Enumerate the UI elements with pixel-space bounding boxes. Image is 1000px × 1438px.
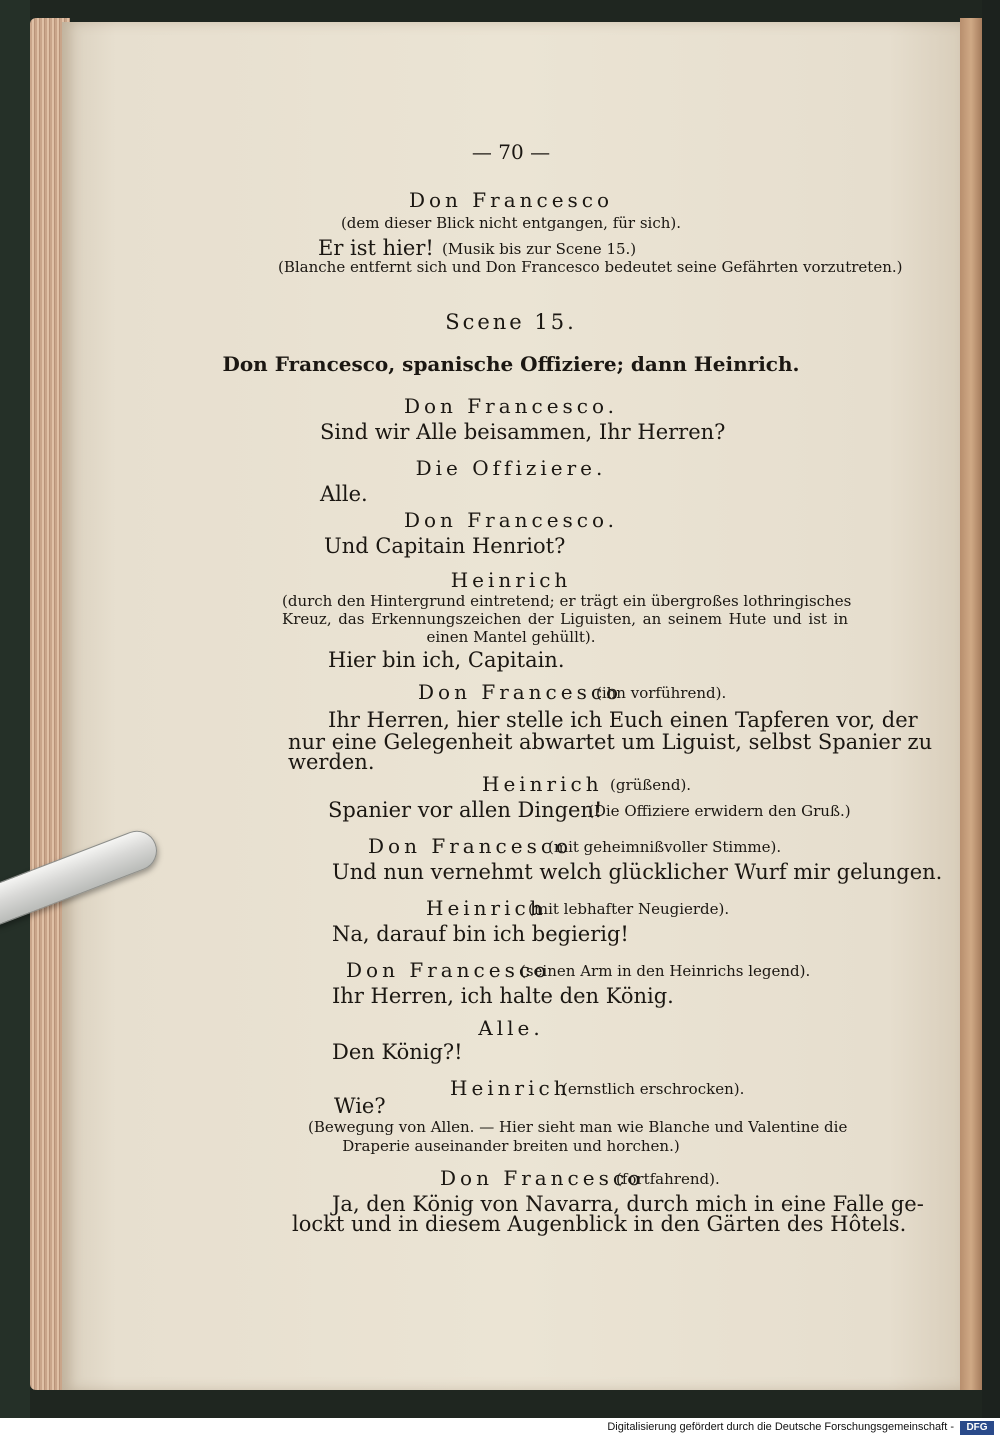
funding-credit: Digitalisierung gefördert durch die Deutsche Forschungsgemeinschaft - (607, 1421, 954, 1433)
scanner-background-left (0, 0, 30, 1418)
dialogue-line: nur eine Gelegenheit abwartet um Liguist, selbst Spanier zu (288, 730, 933, 754)
scene-title: Scene 15. (445, 310, 577, 334)
dialogue-line: Wie? (334, 1094, 386, 1118)
page-number: — 70 — (471, 140, 551, 164)
stage-direction: einen Mantel gehüllt). (426, 628, 596, 646)
speaker-name: Don Francesco (408, 188, 614, 212)
stage-direction: (Blanche entfernt sich und Don Francesco bedeutet seine Gefährten vorzutreten.) (278, 258, 903, 276)
stage-direction: (fortfahrend). (616, 1170, 720, 1188)
book-page (62, 22, 960, 1390)
stage-direction: (mit geheimnißvoller Stimme). (548, 838, 782, 856)
speaker-name: Die Offiziere. (415, 456, 607, 480)
dialogue-line: Er ist hier! (318, 236, 434, 260)
stage-direction: (durch den Hintergrund eintretend; er trägt ein übergroßes lothringisches (282, 592, 852, 610)
dialogue-line: Den König?! (332, 1040, 463, 1064)
stage-direction: (ernstlich erschrocken). (562, 1080, 745, 1098)
speaker-name: Don Francesco (440, 1166, 645, 1190)
speaker-name: Heinrich (450, 1076, 571, 1100)
scene-cast: Don Francesco, spanische Offiziere; dann Heinrich. (222, 352, 800, 376)
stage-direction: (Musik bis zur Scene 15.) (442, 240, 637, 258)
scanner-background-right (982, 0, 1000, 1418)
stage-direction: Kreuz, das Erkennungszeichen der Liguisten, an seinem Hute und ist in (282, 610, 848, 628)
dialogue-line: Sind wir Alle beisammen, Ihr Herren? (320, 420, 726, 444)
dialogue-line: Na, darauf bin ich begierig! (332, 922, 629, 946)
dialogue-line: Alle. (320, 482, 368, 506)
stage-direction: (dem dieser Blick nicht entgangen, für sich). (340, 214, 682, 232)
dialogue-line: Ihr Herren, hier stelle ich Euch einen Tapferen vor, der (328, 708, 918, 732)
dialogue-line: lockt und in diesem Augenblick in den Gärten des Hôtels. (292, 1212, 907, 1236)
speaker-name: Heinrich (450, 568, 572, 592)
speaker-name: Alle. (478, 1016, 544, 1040)
stage-direction: (grüßend). (610, 776, 692, 794)
dialogue-line: Ja, den König von Navarra, durch mich in eine Falle ge- (332, 1192, 924, 1216)
stage-direction: Draperie auseinander breiten und horchen.) (342, 1137, 680, 1155)
speaker-name: Heinrich (482, 772, 603, 796)
speaker-name: Don Francesco (418, 680, 623, 704)
stage-direction: (Bewegung von Allen. — Hier sieht man wie Blanche und Valentine die (308, 1118, 848, 1136)
dialogue-line: Spanier vor allen Dingen! (328, 798, 603, 822)
book-cover-edge (960, 18, 982, 1390)
speaker-name: Heinrich (426, 896, 547, 920)
stage-direction: (seinen Arm in den Heinrichs legend). (520, 962, 811, 980)
dialogue-line: Und nun vernehmt welch glücklicher Wurf mir gelungen. (332, 860, 943, 884)
speaker-name: Don Francesco. (403, 394, 619, 418)
speaker-name: Don Francesco. (403, 508, 619, 532)
dialogue-line: Hier bin ich, Capitain. (328, 648, 565, 672)
stage-direction: (ihn vorführend). (596, 684, 727, 702)
speaker-name: Don Francesco (368, 834, 573, 858)
dialogue-line: Und Capitain Henriot? (324, 534, 566, 558)
stage-direction: (Die Offiziere erwidern den Gruß.) (588, 802, 851, 820)
speaker-name: Don Francesco (346, 958, 551, 982)
dialogue-line: Ihr Herren, ich halte den König. (332, 984, 674, 1008)
dialogue-line: werden. (288, 750, 375, 774)
stage-direction: (mit lebhafter Neugierde). (528, 900, 730, 918)
dfg-logo: DFG (960, 1421, 994, 1435)
